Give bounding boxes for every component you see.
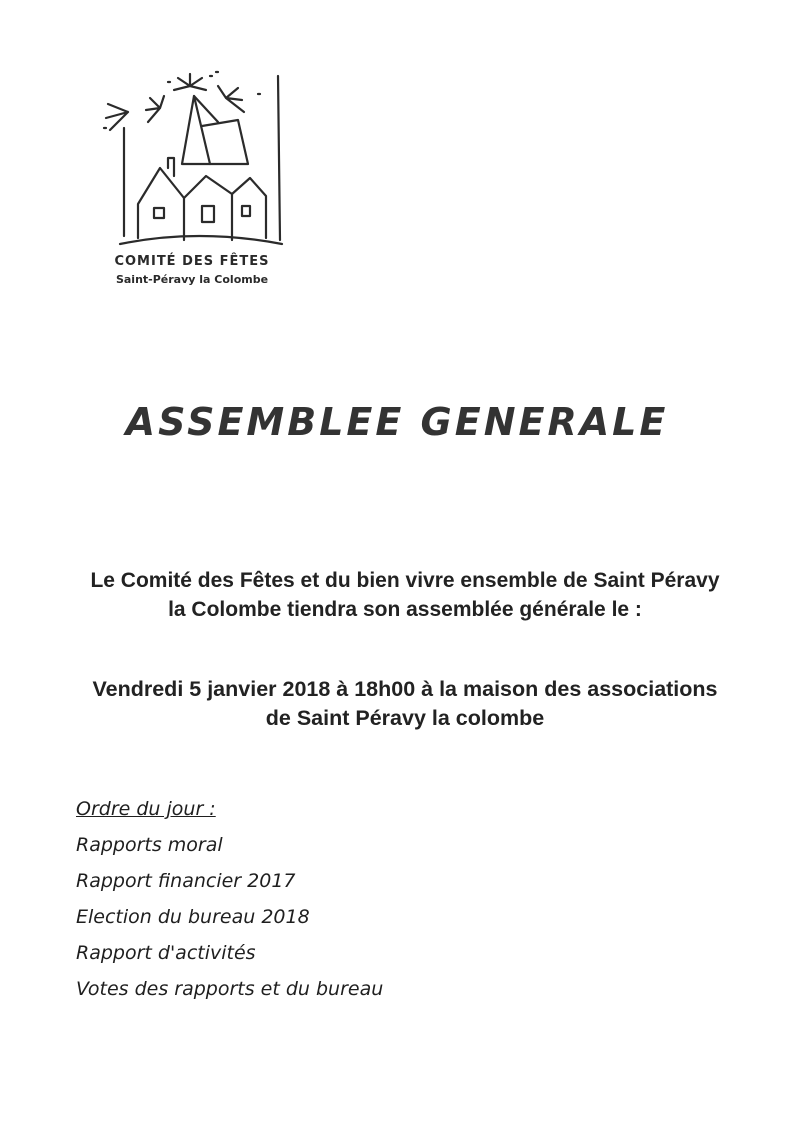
agenda-title: Ordre du jour : bbox=[76, 798, 216, 820]
agenda-item: Rapports moral bbox=[76, 834, 223, 856]
document-heading: ASSEMBLEE GENERALE bbox=[125, 400, 669, 444]
intro-paragraph: Le Comité des Fêtes et du bien vivre ensemble de Saint Péravy la Colombe tiendra son assemblée générale le : bbox=[90, 569, 720, 621]
logo-subtitle: Saint-Péravy la Colombe bbox=[115, 273, 269, 286]
meeting-date-location: Vendredi 5 janvier 2018 à 18h00 à la maison des associations de Saint Péravy la colombe bbox=[92, 677, 718, 730]
organization-logo bbox=[98, 68, 288, 290]
logo-title: COMITÉ DES FÊTES bbox=[114, 253, 270, 270]
agenda-item: Votes des rapports et du bureau bbox=[76, 978, 384, 1000]
village-fireworks-drawing bbox=[98, 68, 288, 258]
agenda-section bbox=[76, 795, 383, 1011]
agenda-item: Rapport financier 2017 bbox=[76, 870, 296, 892]
agenda-list bbox=[76, 831, 383, 1003]
agenda-item: Election du bureau 2018 bbox=[76, 906, 310, 928]
agenda-item: Rapport d'activités bbox=[76, 942, 256, 964]
